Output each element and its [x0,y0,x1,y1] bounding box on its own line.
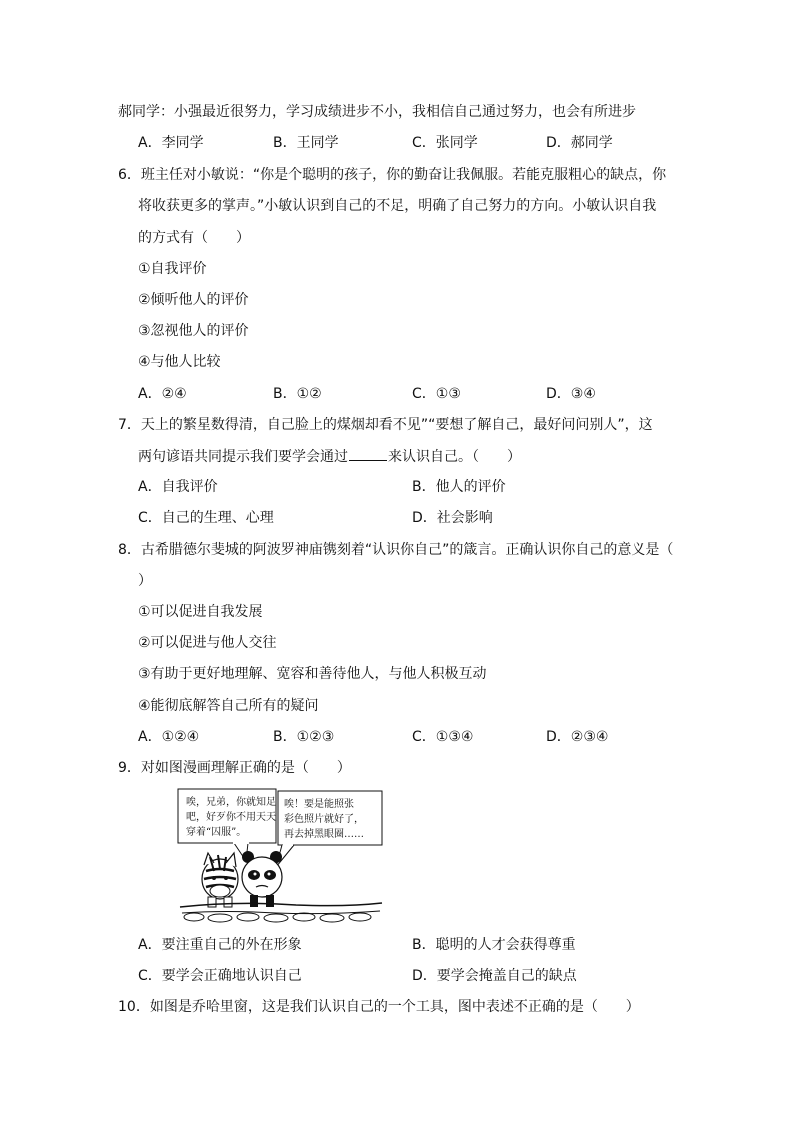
q5-statement-hao: 郝同学：小强最近很努力，学习成绩进步不小，我相信自己通过努力，也会有所进步 [118,104,636,120]
q8-stem-line1: 8．古希腊德尔斐城的阿波罗神庙镌刻着“认识你自己”的箴言。正确认识你自己的意义是（ [118,542,674,558]
q8-option-d[interactable]: D．②③④ [546,729,609,745]
q8-option-a[interactable]: A．①②④ [138,729,200,745]
left-bubble-line3: 穿着“囚服”。 [186,827,247,838]
q7-option-b[interactable]: B．他人的评价 [412,479,506,495]
right-bubble-line1: 唉！要是能照张 [284,799,354,810]
q9-option-c[interactable]: C．要学会正确地认识自己 [138,968,302,984]
q6-item-3: ③忽视他人的评价 [138,323,249,339]
q5-option-d[interactable]: D．郝同学 [546,135,613,151]
q5-option-b[interactable]: B．王同学 [273,135,339,151]
q6-option-c[interactable]: C．①③ [412,386,461,402]
q5-option-c[interactable]: C．张同学 [412,135,478,151]
q6-option-d[interactable]: D．③④ [546,386,596,402]
zebra-character-icon [202,853,238,907]
panda-character-icon [242,851,282,907]
q6-stem-line3: 的方式有（ ） [138,230,250,246]
q9-cartoon-image [176,787,384,925]
q6-item-2: ②倾听他人的评价 [138,292,249,308]
q10-stem-line1: 10．如图是乔哈里窗，这是我们认识自己的一个工具，图中表述不正确的是（ ） [118,999,640,1015]
q9-option-b[interactable]: B．聪明的人才会获得尊重 [412,937,576,953]
q6-option-a[interactable]: A．②④ [138,386,187,402]
q9-stem-line1: 9．对如图漫画理解正确的是（ ） [118,760,351,776]
q7-stem-line1: 7．天上的繁星数得清，自己脸上的煤烟却看不见”“要想了解自己，最好问问别人”，这 [118,417,653,433]
q5-option-a[interactable]: A．李同学 [138,135,204,151]
q8-item-4: ④能彻底解答自己所有的疑问 [138,698,319,714]
q9-option-a[interactable]: A．要注重自己的外在形象 [138,937,302,953]
q7-option-d[interactable]: D．社会影响 [412,510,493,526]
q9-option-d[interactable]: D．要学会掩盖自己的缺点 [412,968,577,984]
q7-option-c[interactable]: C．自己的生理、心理 [138,510,274,526]
q8-item-3: ③有助于更好地理解、宽容和善待他人，与他人积极互动 [138,666,487,682]
q8-option-c[interactable]: C．①③④ [412,729,474,745]
q7-stem-line2: 两句谚语共同提示我们要学会通过 来认识自己。（ ） [138,446,521,467]
q8-item-2: ②可以促进与他人交往 [138,635,277,651]
q7-option-a[interactable]: A．自我评价 [138,479,218,495]
q6-option-b[interactable]: B．①② [273,386,322,402]
q6-item-1: ①自我评价 [138,261,207,277]
right-bubble-line2: 彩色照片就好了， [284,814,364,825]
left-bubble-line1: 唉，兄弟，你就知足 [186,797,276,808]
q8-item-1: ①可以促进自我发展 [138,604,263,620]
q6-item-4: ④与他人比较 [138,354,221,370]
left-bubble-line2: 吧，好歹你不用天天 [186,812,276,823]
right-bubble-line3: 再去掉黑眼圈…… [284,829,364,840]
q8-stem-line2: ） [138,573,152,589]
q8-option-b[interactable]: B．①②③ [273,729,335,745]
q6-stem-line1: 6．班主任对小敏说：“你是个聪明的孩子，你的勤奋让我佩服。若能克服粗心的缺点，你 [118,167,667,183]
q7-answer-blank[interactable] [349,446,387,461]
q6-stem-line2: 将收获更多的掌声。”小敏认识到自己的不足，明确了自己努力的方向。小敏认识自我 [138,198,657,214]
